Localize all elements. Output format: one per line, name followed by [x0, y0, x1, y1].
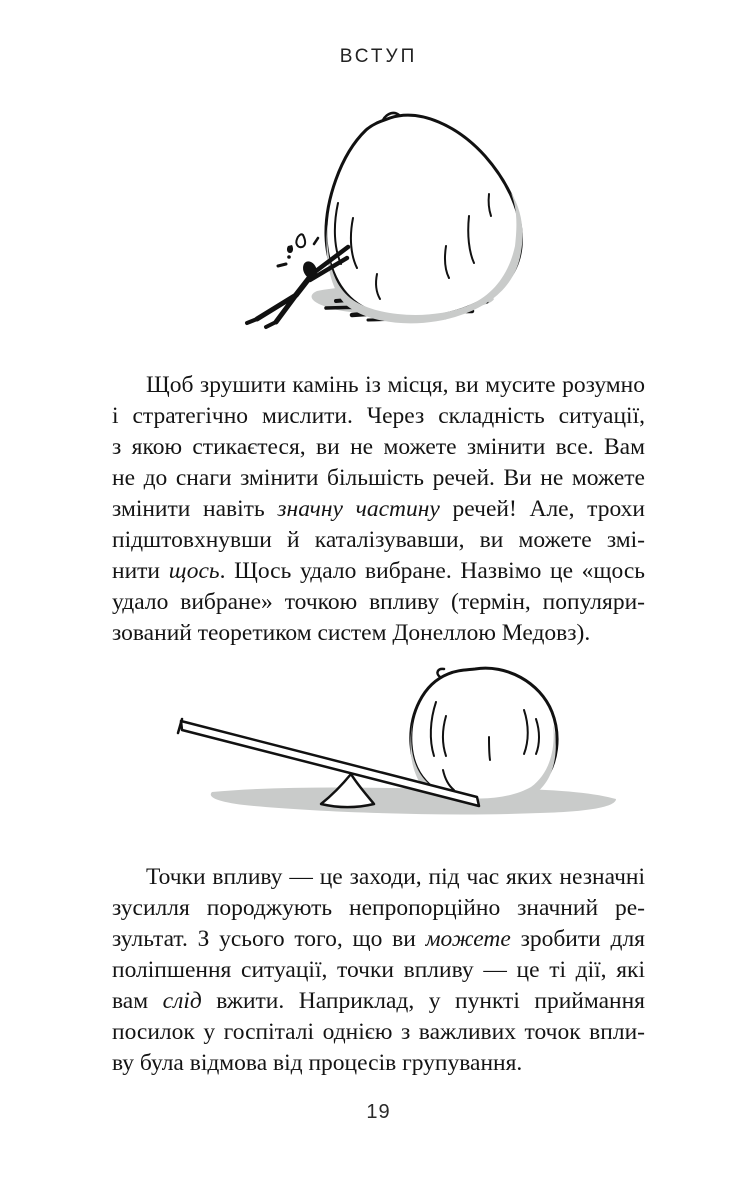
emphasized-text: слід: [162, 988, 202, 1014]
text-segment: зробити для: [510, 926, 645, 952]
text-segment: вжити. Наприклад, у пункті приймання: [201, 988, 645, 1014]
text-segment: посилок у госпіталі однією з важливих точок впли-: [112, 1019, 645, 1045]
pushing-boulder-illustration: [240, 98, 562, 346]
text-line: [112, 587, 645, 618]
paragraph: [112, 370, 645, 649]
page-number: 19: [366, 1101, 391, 1123]
text-segment: не до снаги змінити більшість речей. Ви не можете: [112, 465, 645, 491]
text-segment: зультат. З усього того, що ви: [112, 926, 426, 952]
ground-shadow: [211, 788, 616, 815]
boulder: [326, 113, 523, 323]
lever-boulder-illustration: [150, 640, 630, 830]
text-segment: з якою стикаєтеся, ви не можете змінити все. Вам: [112, 434, 645, 460]
text-line: [112, 1017, 645, 1048]
text-line: [112, 556, 645, 587]
text-line: [112, 525, 645, 556]
stick-figure: [247, 247, 348, 327]
text-segment: вам: [112, 988, 163, 1014]
paragraph: [112, 862, 645, 1079]
text-segment: Точки впливу — це заходи, під час яких незначні: [146, 864, 645, 890]
emphasized-text: щось: [168, 558, 220, 584]
effort-marks-icon: [278, 234, 318, 266]
text-line: [112, 1048, 645, 1079]
text-segment: поліпшення ситуації, точки впливу — це ті дії, які: [112, 957, 645, 983]
text-segment: зусилля породжують непропорційно значний ре-: [112, 895, 645, 921]
text-segment: і стратегічно мислити. Через складність ситуації,: [112, 403, 645, 429]
text-line: [112, 924, 645, 955]
text-line: [112, 370, 645, 401]
text-line: [112, 893, 645, 924]
text-segment: удало вибране» точкою впливу (термін, популяри-: [112, 589, 645, 615]
text-segment: змінити навіть: [112, 496, 278, 522]
text-segment: речей! Але, трохи: [439, 496, 645, 522]
text-line: [112, 401, 645, 432]
running-head: ВСТУП: [339, 46, 418, 67]
text-line: [112, 955, 645, 986]
text-line: [112, 494, 645, 525]
text-line: [112, 862, 645, 893]
text-segment: ву була відмова від процесів групування.: [112, 1050, 523, 1076]
text-line: [112, 463, 645, 494]
emphasized-text: можете: [425, 926, 511, 952]
emphasized-text: значну частину: [277, 496, 440, 522]
text-segment: нити: [112, 558, 169, 584]
text-segment: зований теоретиком систем Донеллою Медовз).: [112, 620, 591, 646]
text-line: [112, 432, 645, 463]
text-segment: підштовхнувши й каталізувавши, ви можете змі-: [112, 527, 645, 553]
text-segment: Щоб зрушити камінь із місця, ви мусите розумно: [146, 372, 645, 398]
text-segment: . Щось удало вибране. Назвімо це «щось: [219, 558, 645, 584]
text-line: [112, 986, 645, 1017]
